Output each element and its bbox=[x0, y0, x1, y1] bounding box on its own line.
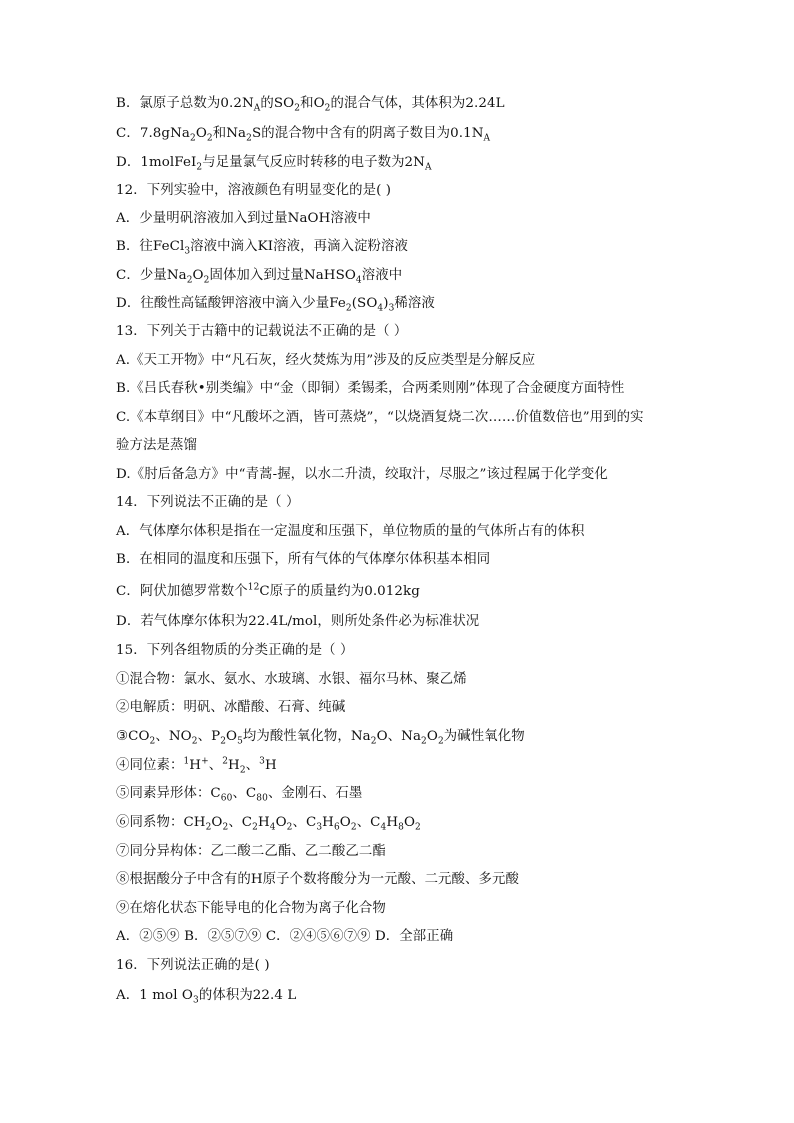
list-item: ④同位素：$^1$H+、$^2H_2$、$^3$H bbox=[116, 756, 277, 776]
text-line: D．1molFeI$_2$与足量氯气反应时转移的电子数为$2N_A$ bbox=[116, 155, 432, 173]
option-line: B．往FeCl$_3$溶液中滴入KI溶液，再滴入淀粉溶液 bbox=[116, 239, 409, 257]
option-line: D．往酸性高锰酸钾溶液中滴入少量$Fe_2(SO_4)_3$稀溶液 bbox=[116, 296, 435, 314]
answer-options: A．②⑤⑨ B．②⑤⑦⑨ C．②④⑤⑥⑦⑨ D．全部正确 bbox=[116, 929, 454, 944]
option-line: C．少量$Na_2O_2$固体加入到过量NaHSO$_4$溶液中 bbox=[116, 268, 403, 286]
option-line: A．少量明矾溶液加入到过量NaOH溶液中 bbox=[116, 211, 371, 226]
list-item: $③CO_2$、$NO_2$、$P_2O_5$均为酸性氧化物，$Na_2O$、$Na_2O_2$为碱性氧化物 bbox=[116, 729, 525, 747]
option-line: D.《肘后备急方》中“青蒿-握，以水二升渍，绞取汁，尽服之”该过程属于化学变化 bbox=[116, 467, 608, 482]
option-line: C．阿伏加德罗常数个$^{12}$C原子的质量约为0.012kg bbox=[116, 582, 420, 599]
option-line: A.《天工开物》中“凡石灰，经火焚炼为用”涉及的反应类型是分解反应 bbox=[116, 353, 536, 368]
text-line: C．$7.8gNa_2O_2$和$Na_2S$的混合物中含有的阴离子数目为$0.1N_A$ bbox=[116, 126, 491, 144]
option-line: 验方法是蒸馏 bbox=[116, 438, 197, 453]
question-stem: 13．下列关于古籍中的记载说法不正确的是（ ） bbox=[116, 324, 408, 339]
question-stem: 16．下列说法正确的是( ) bbox=[116, 958, 270, 973]
question-stem: 12．下列实验中，溶液颜色有明显变化的是( ) bbox=[116, 183, 392, 198]
list-item: ⑤同素异形体：$C_{60}$、$C_{80}$、金刚石、石墨 bbox=[116, 786, 363, 804]
option-line: C.《本草纲目》中“凡酸坏之酒，皆可蒸烧”，“以烧酒复烧二次……价值数倍也”用到的实 bbox=[116, 410, 644, 425]
question-stem: 14．下列说法不正确的是（ ） bbox=[116, 495, 300, 510]
option-line: A．1 mol $O_3$的体积为22.4 L bbox=[116, 988, 297, 1006]
list-item: ⑦同分异构体：乙二酸二乙酯、乙二酸乙二酯 bbox=[116, 844, 386, 859]
option-line: B.《吕氏春秋•别类编》中“金（即铜）柔锡柔，合两柔则刚”体现了合金硬度方面特性 bbox=[116, 381, 625, 396]
option-line: B．在相同的温度和压强下，所有气体的气体摩尔体积基本相同 bbox=[116, 552, 491, 567]
text-line: B．氯原子总数为$0.2N_A$的$SO_2$和$O_2$的混合气体，其体积为2.24L bbox=[116, 96, 505, 114]
question-stem: 15．下列各组物质的分类正确的是（ ） bbox=[116, 643, 354, 658]
option-line: D．若气体摩尔体积为22.4L/mol，则所处条件必为标准状况 bbox=[116, 614, 480, 629]
list-item: ②电解质：明矾、冰醋酸、石膏、纯碱 bbox=[116, 700, 346, 715]
list-item: ⑥同系物：$CH_2O_2$、$C_2H_4O_2$、$C_3H_6O_2$、$C_4H_8O_2$ bbox=[116, 815, 421, 833]
option-line: A．气体摩尔体积是指在一定温度和压强下，单位物质的量的气体所占有的体积 bbox=[116, 524, 585, 539]
list-item: ⑨在熔化状态下能导电的化合物为离子化合物 bbox=[116, 901, 386, 916]
list-item: ⑧根据酸分子中含有的H原子个数将酸分为一元酸、二元酸、多元酸 bbox=[116, 872, 520, 887]
list-item: ①混合物：氯水、氨水、水玻璃、水银、福尔马林、聚乙烯 bbox=[116, 672, 467, 687]
